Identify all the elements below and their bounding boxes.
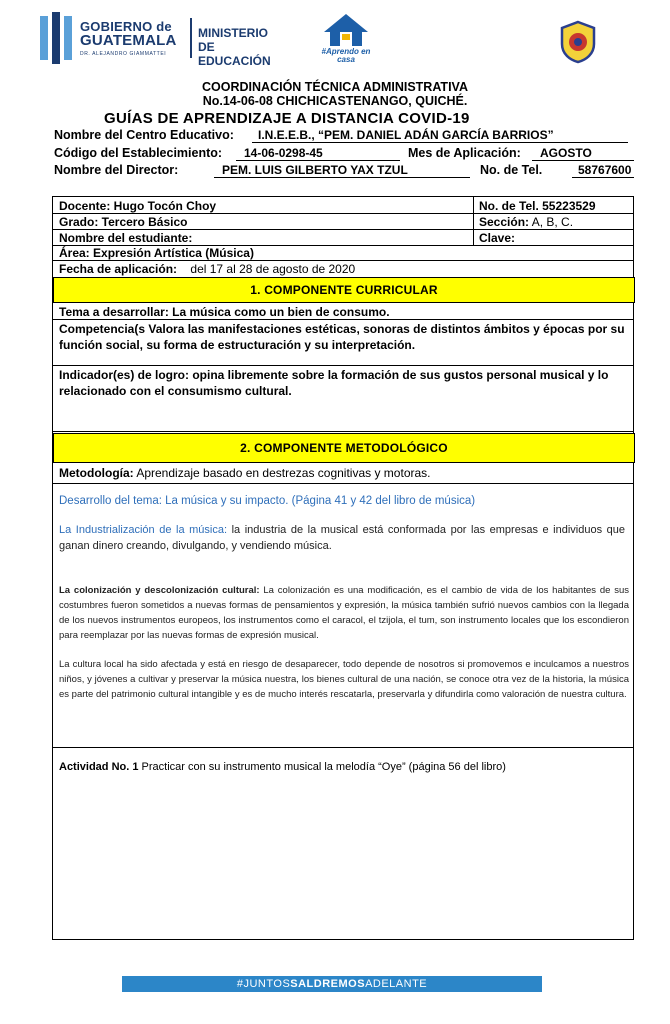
seccion-label: Sección: (479, 215, 530, 229)
actividad-text (59, 761, 506, 773)
table-column-divider (473, 197, 474, 245)
guias-title: GUÍAS DE APRENDIZAJE A DISTANCIA COVID-19 (104, 110, 470, 127)
componente-metodologico-header (53, 433, 635, 463)
mes-underline (532, 146, 634, 161)
metodologia-text (59, 466, 431, 480)
house-icon (318, 12, 374, 48)
seccion-text (479, 215, 573, 229)
componente-curricular-title: 1. COMPONENTE CURRICULAR (250, 283, 438, 297)
docente-tel-text: No. de Tel. 55223529 (479, 199, 596, 213)
hashtag-part-a: #JUNTOS (236, 978, 291, 990)
table-row-line (53, 319, 633, 320)
table-row-line (53, 365, 633, 366)
gobierno-line1: GOBIERNO de (80, 19, 172, 34)
metodologia-value: Aprendizaje basado en destrezas cognitivas y motoras. (133, 466, 431, 480)
director-label: Nombre del Director: (54, 163, 179, 177)
clave-text: Clave: (479, 231, 516, 245)
school-seal-icon (558, 20, 598, 64)
industrializacion-text (59, 522, 625, 554)
estudiante-text: Nombre del estudiante: (59, 231, 193, 245)
indicador-text: Indicador(es) de logro: opina libremente sobre la formación de sus gustos personal musical y lo relacionado con el consumismo cultural. (59, 368, 609, 398)
guide-table (52, 196, 634, 940)
logo-divider (190, 18, 192, 58)
fecha-label: Fecha de aplicación: (59, 262, 178, 276)
industrializacion-value: la industria de la musical está conformada por las empresas e individuos que ganan dinero creando, divulgando, y vendiendo música. (59, 524, 625, 552)
docente-text: Docente: Hugo Tocón Choy (59, 199, 217, 213)
ministerio-line1: MINISTERIO DE (198, 26, 269, 54)
ministerio-line2: EDUCACIÓN (198, 54, 271, 68)
colonizacion-text (59, 583, 629, 643)
seccion-value: A, B, C. (529, 215, 574, 229)
componente-curricular-header (53, 277, 635, 303)
codigo-underline (236, 146, 400, 161)
grado-text: Grado: Tercero Básico (59, 215, 188, 229)
colonizacion-label: La colonización y descolonización cultural: (59, 585, 260, 596)
coordinacion-title: COORDINACIÓN TÉCNICA ADMINISTRATIVA (202, 80, 468, 94)
cultura-text: La cultura local ha sido afectada y está en riesgo de desaparecer, todo depende de nosotros si promovemos e inculcamos a nuestros niños, y jóvenes a cultivar y preservar la música nuestra, los bienes cultural de una nación, se conoce otra vez de la historia, la música es parte del patrimonio cultural intangible y es de mucho interés rescatarla, preservarla y difundirla como valoración de nuestra cultura. (59, 659, 629, 700)
tema-text: Tema a desarrollar: La música como un bien de consumo. (59, 305, 390, 319)
table-row-line (53, 229, 633, 230)
director-tel-value: 58767600 (578, 163, 632, 177)
actividad-value: Practicar con su instrumento musical la melodía “Oye” (página 56 del libro) (138, 761, 506, 773)
table-row-line (53, 213, 633, 214)
centro-label: Nombre del Centro Educativo: (54, 128, 234, 142)
guatemala-flag-bars-icon (40, 12, 74, 64)
colonizacion-value: La colonización es una modificación, es el cambio de vida de los habitantes de sus costumbres fueron sometidos a nuevas formas de pensamientos y expresión, la música también sufrió nuevos cambios con la llegada de los nuevos instrumentos europeos, los instrumentos como el caracol, el tzijola, el tum, son instrumento locales que los escondieron para reemplazar por las nuevas formas de expresión musical. (59, 585, 630, 641)
director-tel-underline (572, 163, 634, 178)
director-underline (214, 163, 470, 178)
aprendo-text: #Aprendo en casa (321, 47, 371, 64)
coordinacion-number: No.14-06-08 CHICHICASTENANGO, QUICHÉ. (202, 94, 468, 108)
director-value: PEM. LUIS GILBERTO YAX TZUL (222, 163, 408, 177)
fecha-value: del 17 al 28 de agosto de 2020 (190, 262, 356, 276)
centro-value: I.N.E.E.B., “PEM. DANIEL ADÁN GARCÍA BARRIOS” (258, 128, 554, 142)
desarrollo-text: Desarrollo del tema: La música y su impacto. (Página 41 y 42 del libro de música) (59, 495, 476, 507)
gobierno-line2: GUATEMALA (80, 32, 177, 49)
hashtag-part-c: ADELANTE (365, 978, 428, 990)
director-tel-label: No. de Tel. (480, 163, 543, 177)
aprendo-en-casa-logo (318, 12, 374, 66)
codigo-value: 14-06-0298-45 (244, 146, 323, 160)
metodologia-label: Metodología: (59, 466, 134, 480)
gobierno-text (80, 20, 177, 48)
area-text: Área: Expresión Artística (Música) (59, 246, 254, 260)
table-row-line (53, 260, 633, 261)
codigo-label: Código del Establecimiento: (54, 146, 223, 160)
hashtag-banner (122, 976, 542, 992)
componente-metodologico-title: 2. COMPONENTE METODOLÓGICO (240, 441, 448, 455)
ministerio-text (198, 26, 271, 68)
mes-label: Mes de Aplicación: (408, 146, 521, 160)
mes-value: AGOSTO (540, 146, 592, 160)
table-row-line (53, 483, 633, 484)
industrializacion-label: La Industrialización de la música: (59, 524, 228, 536)
centro-underline (252, 128, 628, 143)
gobierno-guatemala-logo (40, 12, 271, 68)
actividad-label: Actividad No. 1 (59, 761, 139, 773)
gobierno-subtitle: DR. ALEJANDRO GIAMMATTEI (80, 51, 167, 57)
fecha-text (59, 262, 355, 276)
hashtag-part-b: SALDREMOS (290, 978, 366, 990)
competencia-text: Competencia(s Valora las manifestaciones estéticas, sonoras de distintos ámbitos y épocas por su función social, su forma de estructuración y su interpretación. (59, 322, 625, 352)
table-row-line (53, 747, 633, 748)
table-row-line (53, 431, 633, 432)
